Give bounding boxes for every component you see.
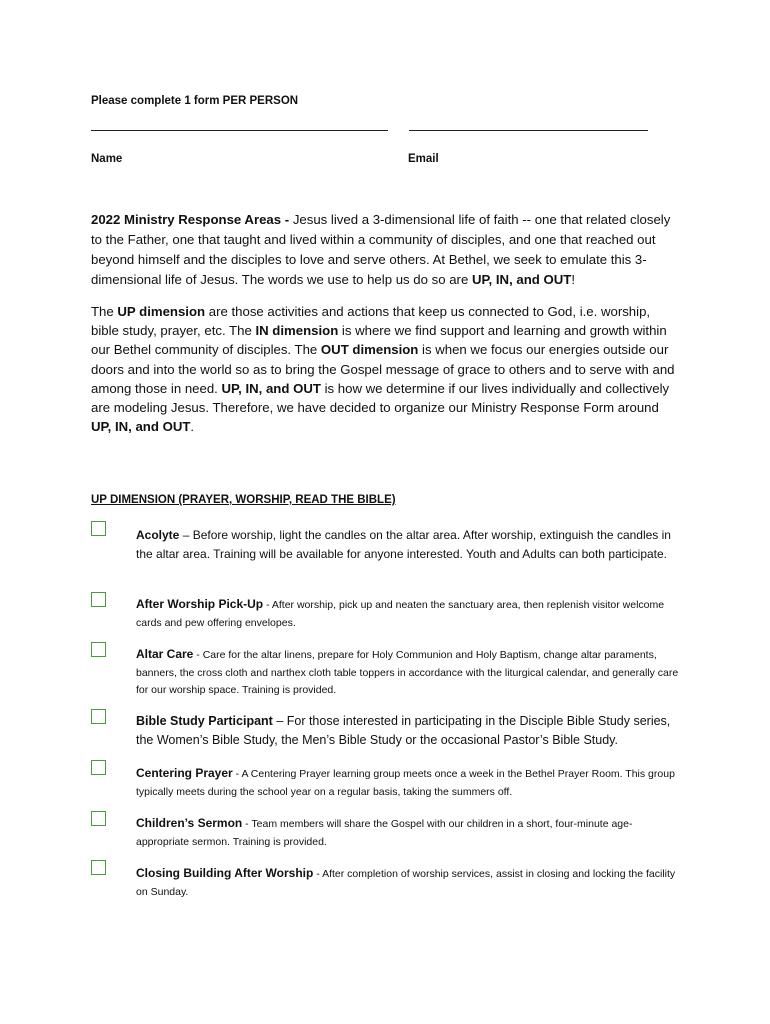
dimensions-paragraph	[91, 302, 681, 436]
item-desc: - Care for the altar linens, prepare for Holy Communion and Holy Baptism, change altar paraments, banners, the cross cloth and narthex cloth table toppers in accordance with the liturgical calendar, and generally care for our worship space. Training is provided.	[136, 649, 679, 696]
intro-heading: 2022 Ministry Response Areas -	[91, 212, 293, 227]
item-title: Closing Building After Worship	[136, 866, 314, 880]
dim-text: are those activities and actions that keep us connected to God, i.e. worship, bible study, prayer, etc. The	[91, 304, 651, 339]
item-title: Bible Study Participant	[136, 714, 273, 728]
acolyte-item	[136, 526, 684, 563]
intro-paragraph	[91, 210, 681, 290]
centering-prayer-item	[136, 765, 684, 801]
name-label: Name	[91, 153, 123, 165]
after-worship-pickup-checkbox[interactable]	[91, 592, 106, 607]
childrens-sermon-item	[136, 815, 684, 851]
bible-study-checkbox[interactable]	[91, 709, 106, 724]
email-line[interactable]	[409, 130, 648, 131]
acolyte-checkbox[interactable]	[91, 521, 106, 536]
closing-building-checkbox[interactable]	[91, 860, 106, 875]
item-desc: - A Centering Prayer learning group meets once a week in the Bethel Prayer Room. This group typically meets during the school year on a regular basis, taking the summers off.	[136, 768, 675, 798]
dim-text: is when we focus our energies outside our doors and into the world so as to bring the Gospel message of grace to others and to serve with and among those in need.	[91, 342, 675, 396]
intro-end: !	[571, 272, 576, 287]
item-desc: - After completion of worship services, assist in closing and locking the facility on Sunday.	[136, 868, 676, 898]
dim-text: The	[91, 304, 118, 319]
out-dimension-term: OUT dimension	[320, 342, 419, 358]
dim-text: .	[190, 419, 195, 435]
name-line[interactable]	[91, 130, 388, 131]
bible-study-item	[136, 712, 684, 750]
dim-text: is where we find support and learning and growth within our Bethel community of disciples. The	[91, 323, 667, 358]
centering-prayer-checkbox[interactable]	[91, 760, 106, 775]
item-desc: - After worship, pick up and neaten the sanctuary area, then replenish visitor welcome cards and pew offering envelopes.	[136, 599, 665, 629]
altar-care-item	[136, 646, 684, 700]
dim-emphasis: UP, IN, and OUT	[221, 380, 321, 396]
dim-text: is how we determine if our lives individually and collectively are modeling Jesus. Therefore, we have decided to organize our Ministry Response Form around	[91, 380, 670, 416]
up-dimension-term: UP dimension	[117, 304, 206, 319]
up-dimension-heading: UP DIMENSION (PRAYER, WORSHIP, READ THE BIBLE)	[91, 494, 396, 506]
childrens-sermon-checkbox[interactable]	[91, 811, 106, 826]
altar-care-checkbox[interactable]	[91, 642, 106, 657]
email-label: Email	[408, 153, 439, 165]
in-dimension-term: IN dimension	[255, 323, 339, 339]
item-title: After Worship Pick-Up	[136, 597, 264, 611]
after-worship-pickup-item	[136, 596, 684, 632]
item-title: Altar Care	[136, 647, 194, 661]
item-title: Centering Prayer	[136, 766, 233, 780]
item-desc: - Team members will share the Gospel with our children in a short, four-minute age-appropriate sermon. Training is provided.	[136, 818, 633, 848]
intro-emphasis: UP, IN, and OUT	[471, 272, 572, 287]
dim-emphasis: UP, IN, and OUT	[91, 419, 191, 435]
item-title: Children’s Sermon	[136, 816, 243, 830]
closing-building-item	[136, 865, 684, 901]
item-desc: – Before worship, light the candles on the altar area. After worship, extinguish the candles in the altar area. Training will be available for anyone interested. Youth and Adults can both participate.	[136, 528, 671, 561]
intro-text: Jesus lived a 3-dimensional life of faith -- one that related closely to the Father, one that taught and lived within a community of disciples, and one that reached out beyond himself and the disciples to love and serve others. At Bethel, we seek to emulate this 3-dimensional life of Jesus. The words we use to help us do so are	[91, 212, 671, 287]
form-instruction: Please complete 1 form PER PERSON	[91, 95, 299, 107]
item-desc: – For those interested in participating in the Disciple Bible Study series, the Women’s Bible Study, the Men’s Bible Study or the occasional Pastor’s Bible Study.	[136, 714, 671, 747]
item-title: Acolyte	[136, 528, 180, 542]
